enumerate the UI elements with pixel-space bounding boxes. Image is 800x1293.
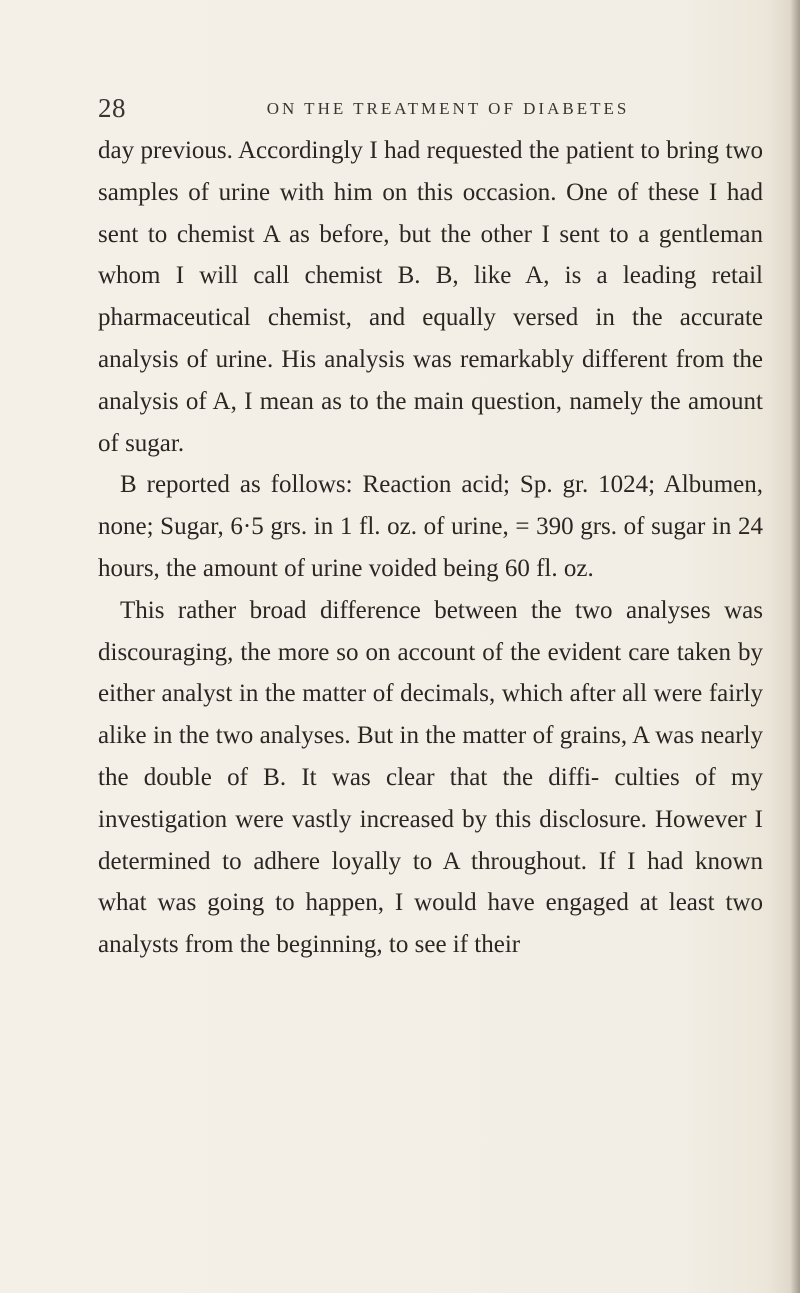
running-head-title: ON THE TREATMENT OF DIABETES xyxy=(266,99,630,118)
page-number: 28 xyxy=(98,93,126,123)
running-head xyxy=(98,88,758,128)
paragraph-2: B reported as follows: Reaction acid; Sp. gr. 1024; Albumen, none; Sugar, 6·5 grs. in 1 fl. oz. of urine, = 390 grs. of sugar in 24 hours, the amount of urine voided being 60 fl. oz. xyxy=(98,471,763,582)
page-edge-shadow xyxy=(790,0,800,1293)
paragraph-3: This rather broad difference between the two analyses was discouraging, the more so on account of the evident care taken by either analyst in the matter of decimals, which after all were fairly alike in the two analyses. But in the matter of grains, A was nearly the double of B. It was clear that the diffi- culties of my investigation were vastly increased by this disclosure. However I determined to adhere loyally to A throughout. If I had known what was going to happen, I would have engaged at least two analysts from the beginning, to see if their xyxy=(98,596,763,959)
paragraph-1: day previous. Accordingly I had requested the patient to bring two samples of urine with him on this occasion. One of these I had sent to chemist A as before, but the other I sent to a gentleman whom I will call chemist B. B, like A, is a leading retail pharmaceutical chemist, and equally versed in the accurate analysis of urine. His analysis was remarkably different from the analysis of A, I mean as to the main question, namely the amount of sugar. xyxy=(98,137,763,457)
body-text xyxy=(98,130,763,966)
